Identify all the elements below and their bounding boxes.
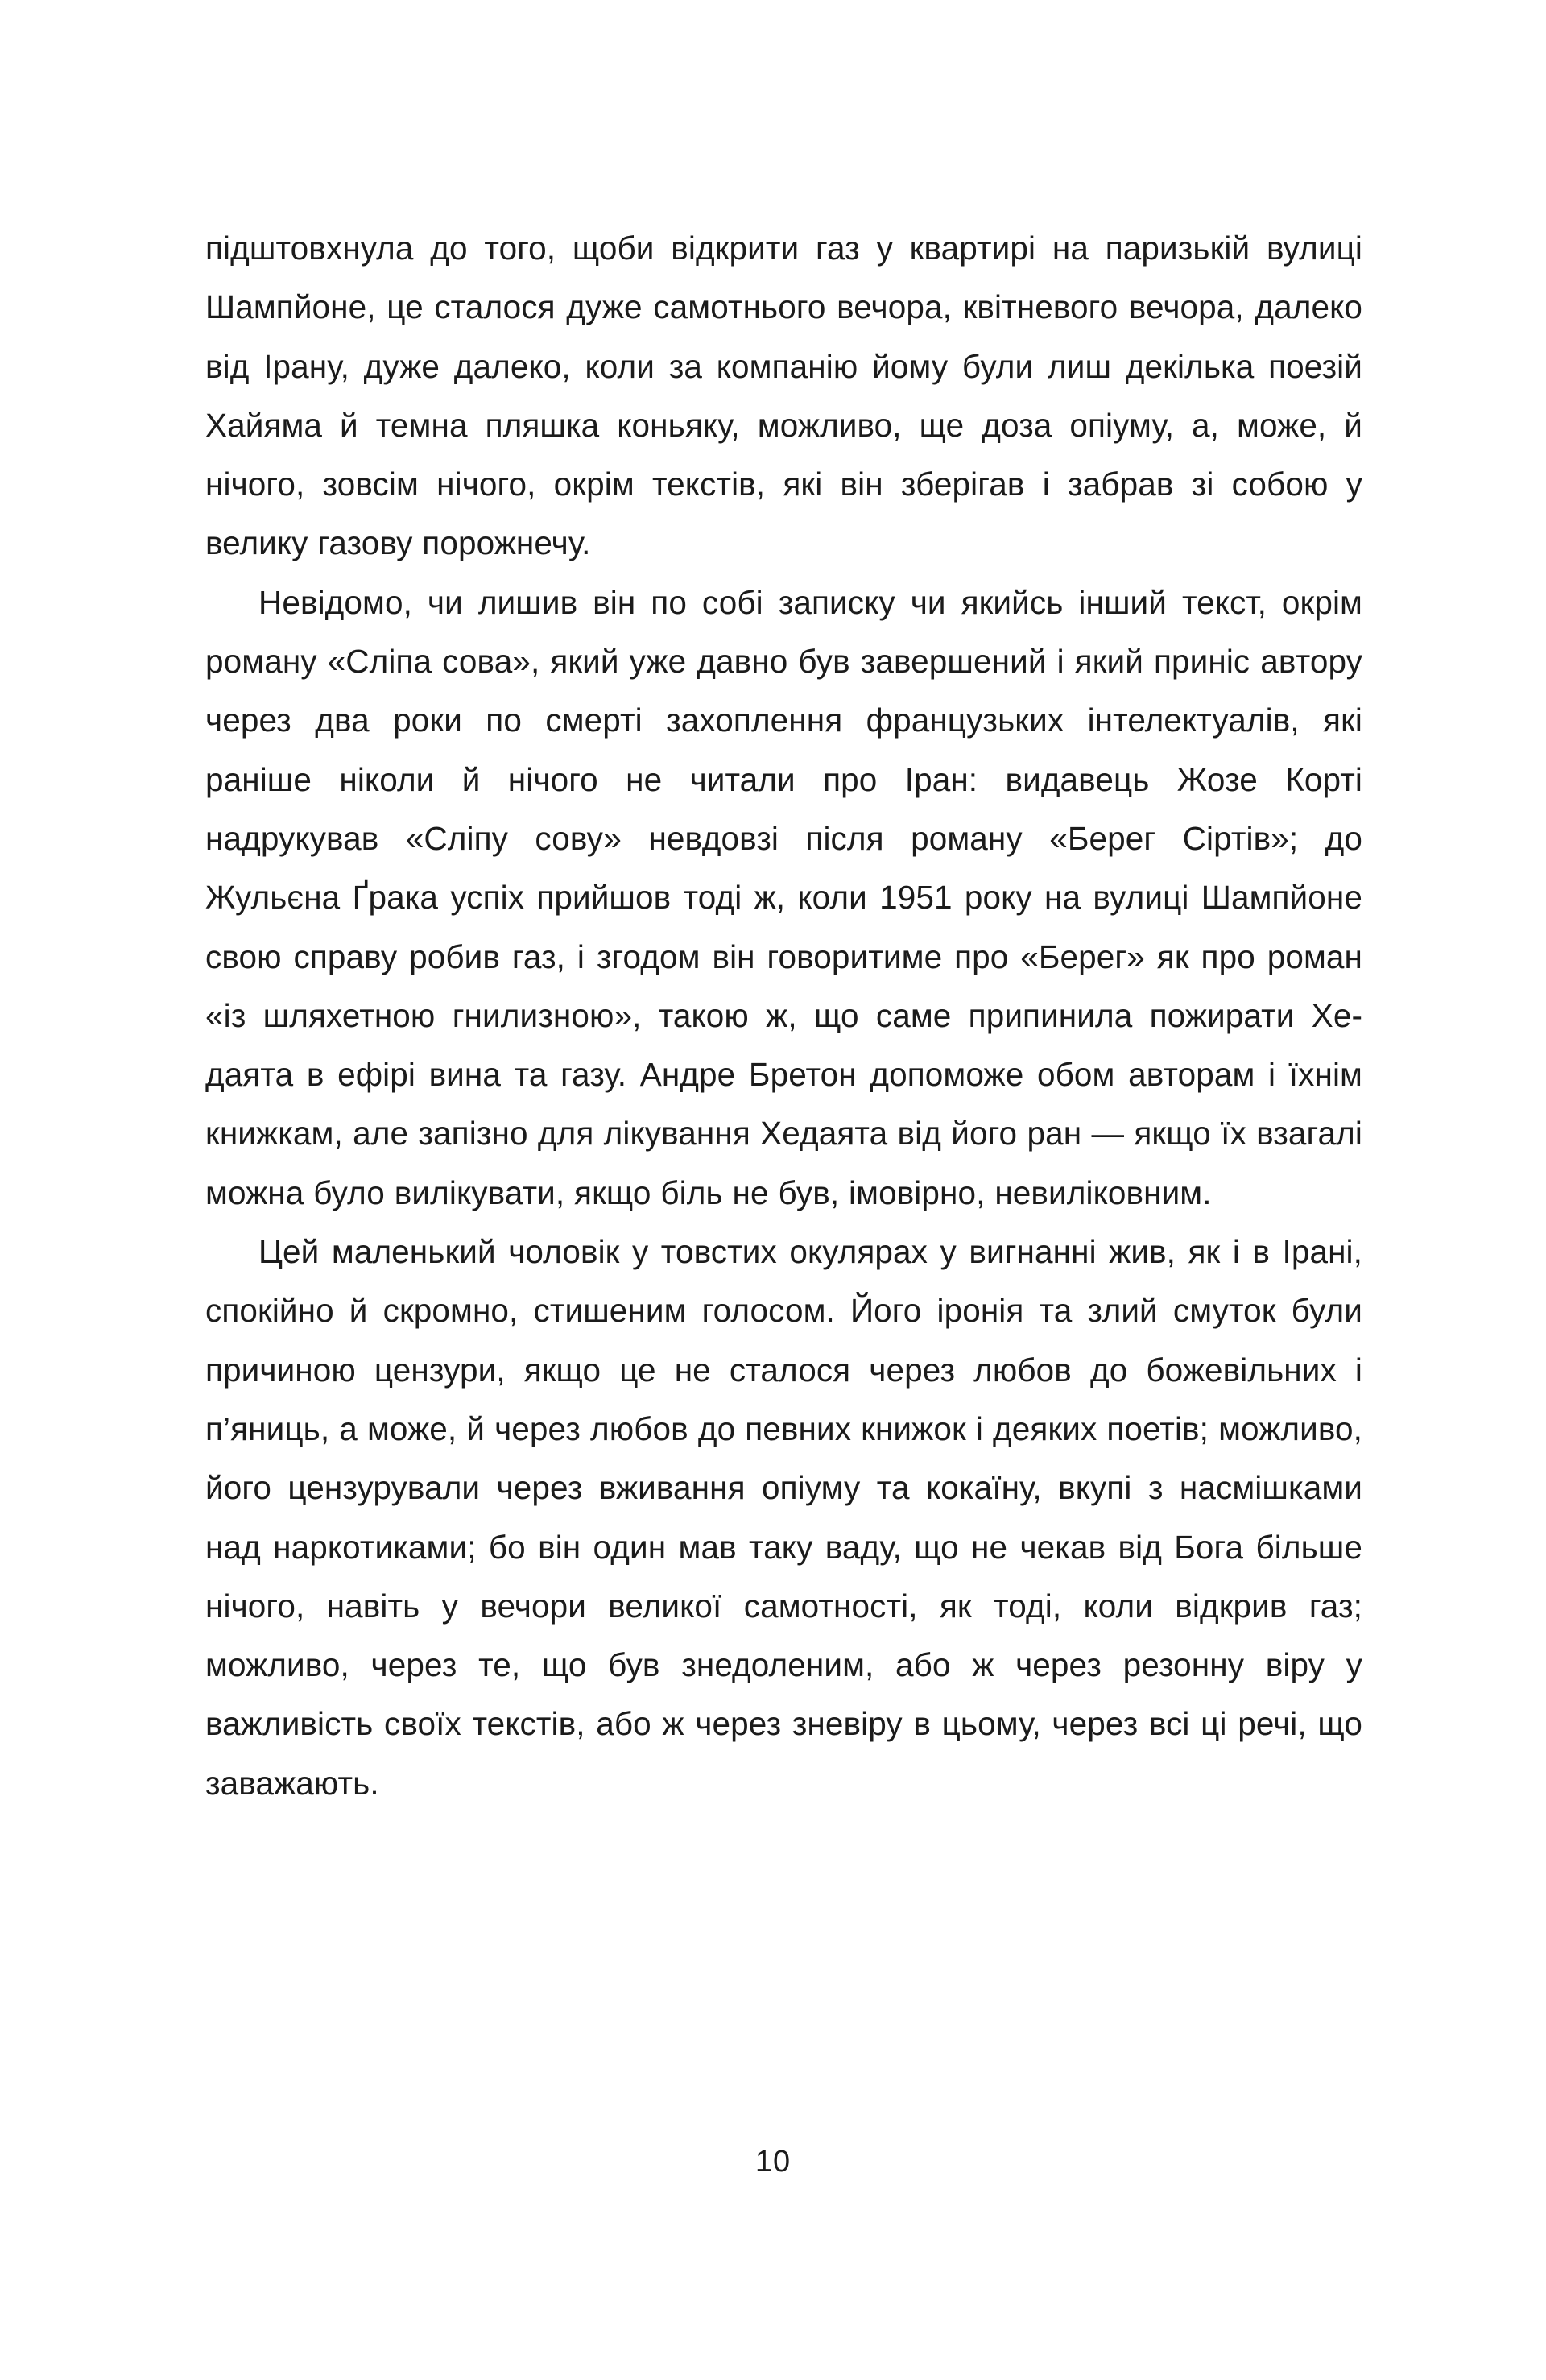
body-text-column: [205, 219, 1362, 1813]
body-paragraph: Цей маленький чоловік у товстих окулярах у вигнанні жив, як і в Ірані, спокійно й скромно, стишеним голосом. Його іронія та злий смуток були причиною цензури, якщо це не сталося через любов до божевільних і п’яниць, а може, й через любов до певних книжок і деяких поетів; можливо, його цензурували через вживання опіуму та кокаїну, вкупі з насмішками над наркотиками; бо він один мав таку ваду, що не чекав від Бога більше нічого, навіть у вечори великої самотності, як тоді, коли відкрив газ; можливо, через те, що був знедоленим, або ж через резонну віру у важливість своїх текстів, або ж через зневіру в цьому, через всі ці речі, що заважають.: [205, 1233, 1362, 1802]
body-paragraph: підштовхнула до того, щоби відкрити газ у квартирі на паризькій вулиці Шампйоне, це сталося дуже самотнього вечора, квітневого вечора, далеко від Ірану, дуже далеко, коли за компанію йому були лиш декілька поезій Хайяма й темна пляшка коньяку, можливо, ще доза опіуму, а, може, й нічого, зовсім нічого, окрім текстів, які він зберігав і забрав зі собою у велику газову порожнечу.: [205, 230, 1362, 562]
body-paragraph: Невідомо, чи лишив він по собі записку чи якийсь інший текст, окрім роману «Сліпа сова», який уже давно був завершений і який приніс автору через два роки по смерті захоплення французьких інтелектуалів, які раніше ніколи й нічого не читали про Іран: видавець Жозе Корті надрукував «Сліпу сову» невдовзі після роману «Берег Сіртів»; до Жульєна Ґрака успіх прийшов тоді ж, коли 1951 року на вулиці Шампйоне свою справу робив газ, і згодом він говоритиме про «Берег» як про роман «із шляхетною гнилизною», такою ж, що саме припинила пожирати Хедаята в ефірі вина та газу. Андре Бретон допоможе обом авторам і їхнім книжкам, але запізно для лікування Хедаята від його ран — якщо їх взагалі можна було вилікувати, якщо біль не був, імовірно, невиліковним.: [205, 583, 1362, 1211]
page-number: 10: [754, 2145, 792, 2179]
